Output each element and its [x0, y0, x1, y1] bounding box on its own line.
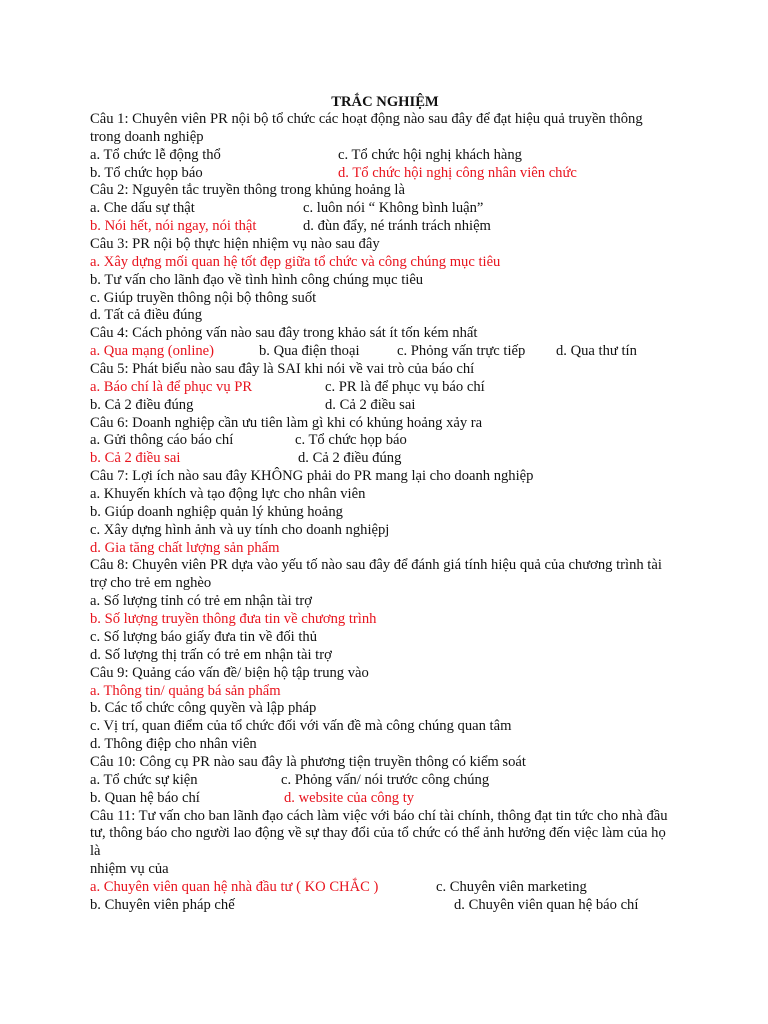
question-1-option-a: a. Tổ chức lễ động thổ	[90, 146, 221, 163]
question-2-option-d: d. đùn đẩy, né tránh trách nhiệm	[303, 218, 491, 235]
question-1-option-d-answer: d. Tổ chức hội nghị công nhân viên chức	[338, 164, 577, 181]
question-6-option-a: a. Gửi thông cáo báo chí	[90, 432, 234, 449]
question-10-option-a: a. Tổ chức sự kiện	[90, 771, 198, 788]
quiz-document	[90, 93, 690, 915]
question-11-stem-continued: nhiệm vụ của	[90, 861, 169, 878]
question-7-option-d-answer: d. Gia tăng chất lượng sản phẩm	[90, 539, 280, 556]
question-5-option-a-answer: a. Báo chí là để phục vụ PR	[90, 378, 253, 395]
question-4-stem: Câu 4: Cách phỏng vấn nào sau đây trong khảo sát ít tốn kém nhất	[90, 325, 478, 342]
question-1-option-b: b. Tổ chức họp báo	[90, 164, 203, 181]
question-4-option-c: c. Phỏng vấn trực tiếp	[397, 343, 526, 360]
question-10-row-2	[90, 790, 690, 808]
question-11-option-a-answer: a. Chuyên viên quan hệ nhà đầu tư ( KO CHẮC )	[90, 878, 379, 895]
question-8-option-d: d. Số lượng thị trấn có trẻ em nhận tài trợ	[90, 646, 332, 663]
question-2-option-c: c. luôn nói “ Không bình luận”	[303, 200, 484, 217]
question-11-option-b: b. Chuyên viên pháp chế	[90, 896, 235, 913]
question-4-option-b: b. Qua điện thoại	[259, 343, 360, 360]
question-2-option-b-answer: b. Nói hết, nói ngay, nói thật	[90, 218, 257, 235]
question-3-option-c: c. Giúp truyền thông nội bộ thông suốt	[90, 289, 317, 306]
question-6-option-c: c. Tổ chức họp báo	[295, 432, 407, 449]
question-8-option-b-answer: b. Số lượng truyền thông đưa tin về chương trình	[90, 611, 377, 628]
question-8-option-a: a. Số lượng tỉnh có trẻ em nhận tài trợ	[90, 593, 312, 610]
question-11-option-d: d. Chuyên viên quan hệ báo chí	[454, 896, 639, 913]
question-10-option-c: c. Phỏng vấn/ nói trước công chúng	[281, 771, 490, 788]
question-9-stem: Câu 9: Quảng cáo vấn đề/ biện hộ tập trung vào	[90, 664, 369, 681]
question-6-row-2	[90, 450, 690, 468]
question-1-row-1	[90, 147, 690, 165]
question-9-option-c: c. Vị trí, quan điểm của tổ chức đối với vấn đề mà công chúng quan tâm	[90, 718, 512, 735]
question-5-option-c: c. PR là để phục vụ báo chí	[325, 378, 485, 395]
question-9-option-a-answer: a. Thông tin/ quảng bá sản phẩm	[90, 682, 281, 699]
question-7-option-c: c. Xây dựng hình ảnh và uy tính cho doanh nghiệpj	[90, 521, 390, 538]
question-4-option-a-answer: a. Qua mạng (online)	[90, 343, 215, 360]
question-3-stem: Câu 3: PR nội bộ thực hiện nhiệm vụ nào sau đây	[90, 236, 380, 253]
question-6-option-d: d. Cả 2 điều đúng	[298, 450, 402, 467]
question-5-row-1	[90, 379, 690, 397]
question-6-row-1	[90, 432, 690, 450]
question-9-option-d: d. Thông điệp cho nhân viên	[90, 736, 257, 753]
question-7-option-b: b. Giúp doanh nghiệp quản lý khủng hoảng	[90, 503, 343, 520]
question-6-stem: Câu 6: Doanh nghiệp cần ưu tiên làm gì khi có khủng hoảng xảy ra	[90, 414, 483, 431]
question-1-option-c: c. Tổ chức hội nghị khách hàng	[338, 146, 522, 163]
question-4-row	[90, 343, 690, 361]
question-2-stem: Câu 2: Nguyên tắc truyền thông trong khủng hoảng là	[90, 182, 405, 199]
question-3-option-a-answer: a. Xây dựng mối quan hệ tốt đẹp giữa tổ chức và công chúng mục tiêu	[90, 253, 501, 270]
question-10-option-b: b. Quan hệ báo chí	[90, 789, 200, 806]
question-6-option-b-answer: b. Cả 2 điều sai	[90, 450, 181, 467]
question-2-row-1	[90, 200, 690, 218]
question-2-row-2	[90, 218, 690, 236]
question-2-option-a: a. Che dấu sự thật	[90, 200, 195, 217]
question-1-stem: Câu 1: Chuyên viên PR nội bộ tổ chức các hoạt động nào sau đây để đạt hiệu quả truyền thông trong doanh nghiệp	[90, 111, 643, 145]
question-5-stem: Câu 5: Phát biểu nào sau đây là SAI khi nói về vai trò của báo chí	[90, 361, 475, 378]
question-5-option-d: d. Cả 2 điều sai	[325, 396, 416, 413]
question-9-option-b: b. Các tổ chức công quyền và lập pháp	[90, 700, 317, 717]
question-7-stem: Câu 7: Lợi ích nào sau đây KHÔNG phải do PR mang lại cho doanh nghiệp	[90, 468, 534, 485]
question-10-option-d-answer: d. website của công ty	[284, 789, 415, 806]
question-11-option-c: c. Chuyên viên marketing	[436, 878, 587, 895]
question-11-stem: Câu 11: Tư vấn cho ban lãnh đạo cách làm việc với báo chí tài chính, thông đạt tin tức cho nhà đầu tư, thông báo cho người lao động về sự thay đổi của tổ chức có thể ảnh hưởng đến việc làm của họ là	[90, 807, 668, 860]
question-3-option-b: b. Tư vấn cho lãnh đạo về tình hình công chúng mục tiêu	[90, 271, 424, 288]
question-4-option-d: d. Qua thư tín	[556, 343, 637, 360]
question-1-row-2	[90, 165, 690, 183]
question-8-option-c: c. Số lượng báo giấy đưa tin về đối thủ	[90, 628, 318, 645]
question-11-row-2	[90, 897, 690, 915]
question-7-option-a: a. Khuyến khích và tạo động lực cho nhân viên	[90, 486, 366, 503]
question-10-stem: Câu 10: Công cụ PR nào sau đây là phương tiện truyền thông có kiểm soát	[90, 753, 526, 770]
question-5-row-2	[90, 397, 690, 415]
question-8-stem: Câu 8: Chuyên viên PR dựa vào yếu tố nào sau đây để đánh giá tính hiệu quả của chương trình tài trợ cho trẻ em nghèo	[90, 557, 662, 592]
page-title: TRẮC NGHIỆM	[331, 94, 439, 110]
question-10-row-1	[90, 772, 690, 790]
question-3-option-d: d. Tất cả điều đúng	[90, 307, 202, 324]
question-5-option-b: b. Cả 2 điều đúng	[90, 396, 194, 413]
question-11-row-1	[90, 879, 690, 897]
